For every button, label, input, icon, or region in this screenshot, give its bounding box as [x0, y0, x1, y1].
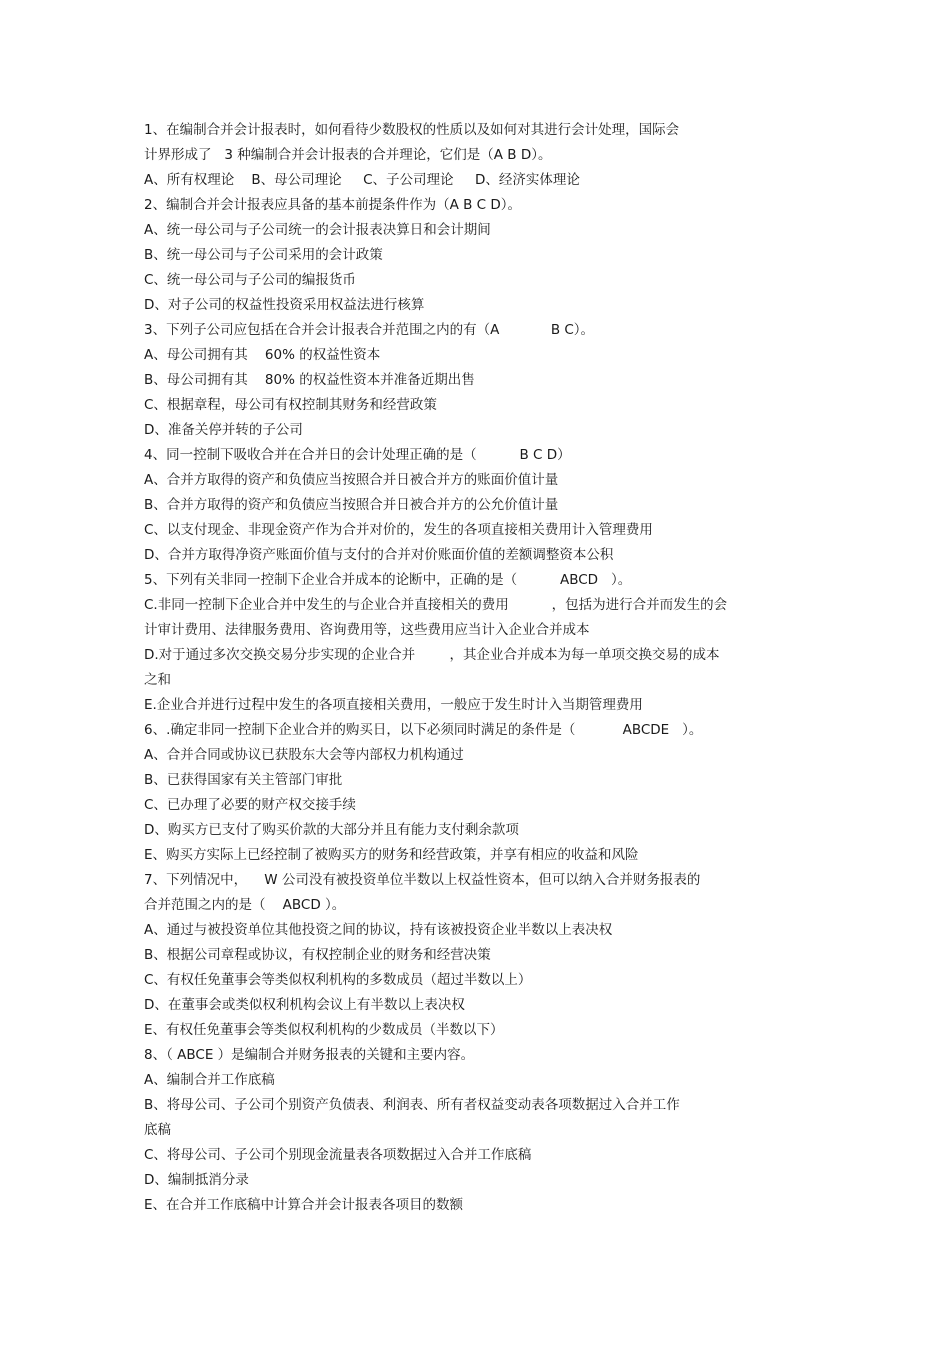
text-line: E、有权任免董事会等类似权利机构的少数成员（半数以下）	[144, 1022, 504, 1038]
text-line: 计审计费用、法律服务费用、咨询费用等，这些费用应当计入企业合并成本	[144, 622, 590, 638]
text-line: C、有权任免董事会等类似权利机构的多数成员（超过半数以上）	[144, 972, 532, 988]
text-line: B、将母公司、子公司个别资产负债表、利润表、所有者权益变动表各项数据过入合并工作	[144, 1097, 680, 1113]
text-line: A、编制合并工作底稿	[144, 1072, 275, 1088]
text-line: C、统一母公司与子公司的编报货币	[144, 272, 356, 288]
text-line: D、编制抵消分录	[144, 1172, 249, 1188]
text-line: 7、下列情况中， W 公司没有被投资单位半数以上权益性资本，但可以纳入合并财务报表的	[144, 872, 701, 888]
text-line: 2、编制合并会计报表应具备的基本前提条件作为（A B C D）。	[144, 197, 522, 213]
text-line: A、合并合同或协议已获股东大会等内部权力机构通过	[144, 747, 464, 763]
text-line: A、统一母公司与子公司统一的会计报表决算日和会计期间	[144, 222, 491, 238]
text-line: A、母公司拥有其 60% 的权益性资本	[144, 347, 381, 363]
text-line: C.非同一控制下企业合并中发生的与企业合并直接相关的费用 ，包括为进行合并而发生的会	[144, 597, 728, 613]
text-line: B、根据公司章程或协议，有权控制企业的财务和经营决策	[144, 947, 491, 963]
text-line: A、通过与被投资单位其他投资之间的协议，持有该被投资企业半数以上表决权	[144, 922, 613, 938]
text-line: 之和	[144, 672, 171, 688]
text-line: 6、.确定非同一控制下企业合并的购买日，以下必须同时满足的条件是（ ABCDE ）。	[144, 722, 703, 738]
text-line: 底稿	[144, 1122, 171, 1138]
text-line: 5、下列有关非同一控制下企业合并成本的论断中，正确的是（ ABCD ）。	[144, 572, 632, 588]
text-line: C、已办理了必要的财产权交接手续	[144, 797, 356, 813]
question-text-block	[144, 118, 804, 1218]
text-line: D、在董事会或类似权利机构会议上有半数以上表决权	[144, 997, 465, 1013]
text-line: 4、同一控制下吸收合并在合并日的会计处理正确的是（ B C D）	[144, 447, 571, 463]
text-line: E.企业合并进行过程中发生的各项直接相关费用，一般应于发生时计入当期管理费用	[144, 697, 643, 713]
text-line: B、合并方取得的资产和负债应当按照合并日被合并方的公允价值计量	[144, 497, 559, 513]
text-line: A、合并方取得的资产和负债应当按照合并日被合并方的账面价值计量	[144, 472, 559, 488]
text-line: D、对子公司的权益性投资采用权益法进行核算	[144, 297, 425, 313]
text-line: A、所有权理论 B、母公司理论 C、子公司理论 D、经济实体理论	[144, 172, 580, 188]
text-line: D、购买方已支付了购买价款的大部分并且有能力支付剩余款项	[144, 822, 519, 838]
text-line: 计界形成了 3 种编制合并会计报表的合并理论，它们是（A B D）。	[144, 147, 552, 163]
text-line: C、以支付现金、非现金资产作为合并对价的，发生的各项直接相关费用计入管理费用	[144, 522, 653, 538]
text-line: B、母公司拥有其 80% 的权益性资本并准备近期出售	[144, 372, 475, 388]
text-line: D、准备关停并转的子公司	[144, 422, 303, 438]
text-line: E、在合并工作底稿中计算合并会计报表各项目的数额	[144, 1197, 464, 1213]
text-line: 合并范围之内的是（ ABCD ）。	[144, 897, 346, 913]
text-line: E、购买方实际上已经控制了被购买方的财务和经营政策，并享有相应的收益和风险	[144, 847, 639, 863]
text-line: 1、在编制合并会计报表时，如何看待少数股权的性质以及如何对其进行会计处理，国际会	[144, 122, 680, 138]
text-line: B、已获得国家有关主管部门审批	[144, 772, 343, 788]
text-line: C、根据章程，母公司有权控制其财务和经营政策	[144, 397, 437, 413]
text-line: C、将母公司、子公司个别现金流量表各项数据过入合并工作底稿	[144, 1147, 532, 1163]
text-line: 3、下列子公司应包括在合并会计报表合并范围之内的有（A B C）。	[144, 322, 595, 338]
text-line: 8、（ ABCE ）是编制合并财务报表的关键和主要内容。	[144, 1047, 475, 1063]
text-line: D、合并方取得净资产账面价值与支付的合并对价账面价值的差额调整资本公积	[144, 547, 614, 563]
text-line: B、统一母公司与子公司采用的会计政策	[144, 247, 383, 263]
text-line: D.对于通过多次交换交易分步实现的企业合并 ，其企业合并成本为每一单项交换交易的成本	[144, 647, 720, 663]
